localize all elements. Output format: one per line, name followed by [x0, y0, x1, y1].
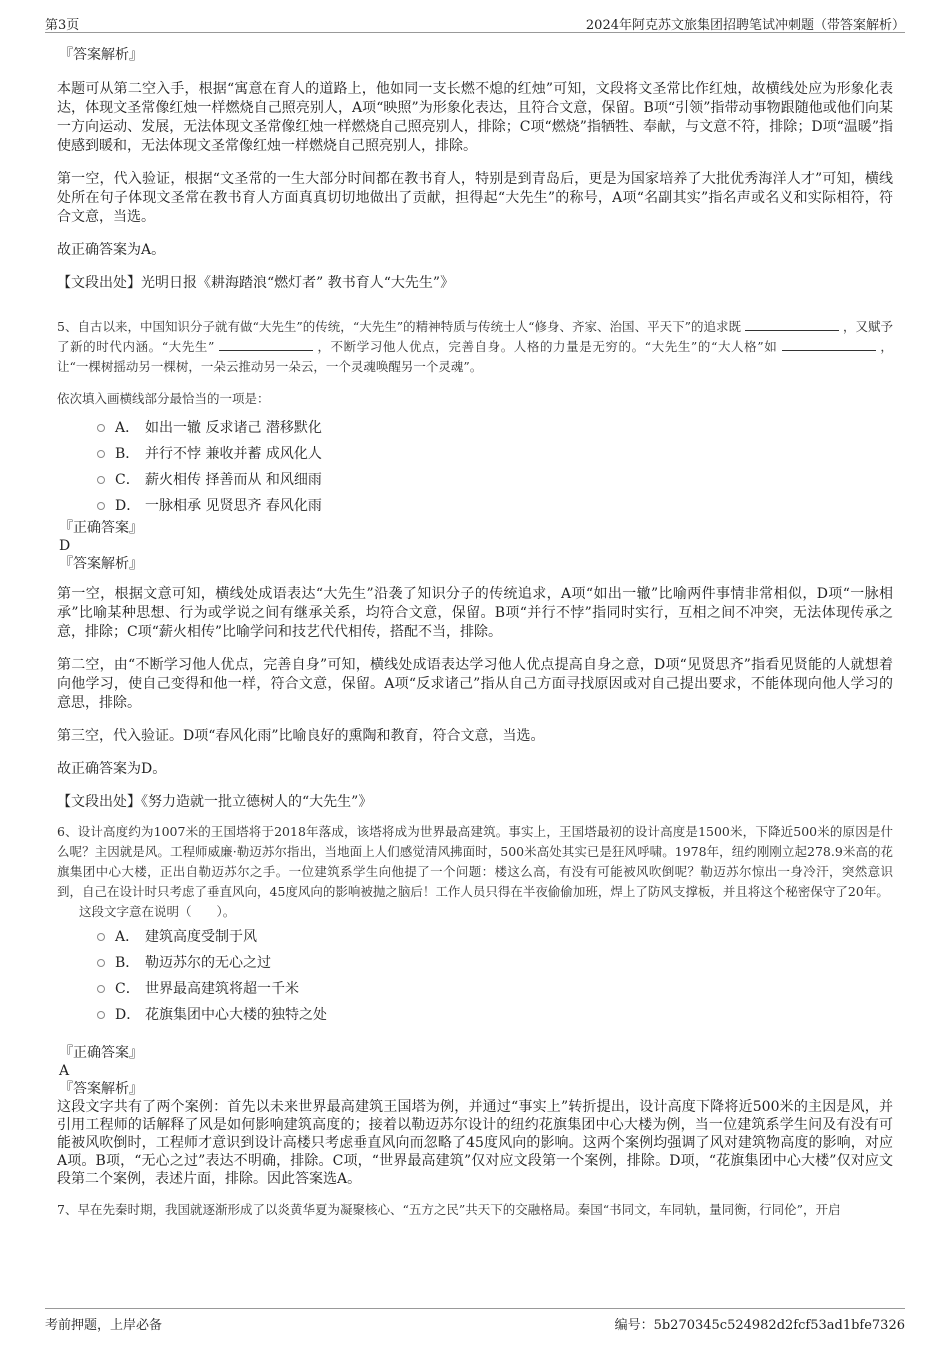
option-d[interactable]: D． 花旗集团中心大楼的独特之处 — [97, 1002, 893, 1028]
option-c[interactable]: C． 薪火相传 择善而从 和风细雨 — [97, 467, 893, 493]
option-a[interactable]: A． 建筑高度受制于风 — [97, 924, 893, 950]
correct-answer: D — [59, 538, 71, 554]
analysis-paragraph: 第三空，代入验证。D项“春风化雨”比喻良好的熏陶和教育，符合文意，当选。 — [57, 728, 545, 744]
option-a[interactable]: A． 如出一辙 反求诸己 潜移默化 — [97, 415, 893, 441]
page-number: 第3页 — [45, 18, 80, 33]
correct-answer-label: 『正确答案』 — [59, 520, 143, 536]
option-list — [97, 924, 893, 1028]
analysis-paragraph: 这段文字共有了两个案例：首先以未来世界最高建筑王国塔为例，并通过“事实上”转折提出，设计高度下降将近500米的主因是风，并引用工程师的话解释了风是如何影响建筑高度的；接着以勒迈苏尔设计的纽约花旗集团中心大楼为例，当一位建筑系学生问及有没有可能被风吹倒时，工程师才意识到设计高楼只考虑垂直风向而忽略了45度风向的影响。这两个案例均强调了风对建筑物高度的影响，对应A项。B项，“无心之过”表达不明确，排除。C项，“世界最高建筑”仅对应文段第一个案例，排除。D项，“花旗集团中心大楼”仅对应文段第二个案例，表述片面，排除。因此答案选A。 — [57, 1099, 893, 1187]
source-citation: 【文段出处】《努力造就一批立德树人的“大先生”》 — [57, 794, 373, 810]
option-b[interactable]: B． 并行不悖 兼收并蓄 成风化人 — [97, 441, 893, 467]
option-b[interactable]: B． 勒迈苏尔的无心之过 — [97, 950, 893, 976]
radio-icon[interactable] — [97, 1011, 105, 1019]
page-header — [45, 10, 905, 33]
answer-analysis-label: 『答案解析』 — [59, 47, 143, 63]
radio-icon[interactable] — [97, 476, 105, 484]
document-title: 2024年阿克苏文旅集团招聘笔试冲刺题（带答案解析） — [585, 18, 905, 33]
answer-analysis-label: 『答案解析』 — [59, 1081, 143, 1097]
radio-icon[interactable] — [97, 959, 105, 967]
analysis-paragraph: 第一空，代入验证，根据“文圣常的一生大部分时间都在教书育人，特别是到青岛后，更是为国家培养了大批优秀海洋人才”可知，横线处所在句子体现文圣常在教书育人方面真真切切地做出了贡献，担得起“大先生”的称号，A项“名副其实”指名声或名义和实际相符，符合文意，当选。 — [57, 171, 893, 225]
question-text-segment: ，让“一棵树摇动另一棵树，一朵云推动另一朵云，一个灵魂唤醒另一个灵魂”。 — [57, 339, 893, 374]
fill-blank — [745, 318, 839, 331]
analysis-conclusion: 故正确答案为A。 — [57, 242, 166, 258]
radio-icon[interactable] — [97, 933, 105, 941]
radio-icon[interactable] — [97, 502, 105, 510]
page-footer — [45, 1308, 905, 1333]
question-text-segment: ，又赋予了新的时代内涵。“大先生” — [57, 319, 893, 354]
question-7-text: 7、早在先秦时期，我国就逐渐形成了以炎黄华夏为凝聚核心、“五方之民”共天下的交融格局。秦国“书同文，车同轨，量同衡，行同伦”，开启 — [57, 1202, 841, 1217]
question-prompt: 这段文字意在说明（ ）。 — [79, 904, 236, 919]
analysis-paragraph: 本题可从第二空入手，根据“寓意在育人的道路上，他如同一支长燃不熄的红烛”可知，文段将文圣常比作红烛，故横线处应为形象化表达，体现文圣常像红烛一样燃烧自己照亮别人，A项“映照”为形象化表达，且符合文意，保留。B项“引领”指带动事物跟随他或他们向某一方向运动、发展，无法体现文圣常像红烛一样燃烧自己照亮别人，排除；C项“燃烧”指牺牲、奉献，与文意不符，排除；D项“温暖”指使感到暖和，无法体现文圣常像红烛一样燃烧自己照亮别人，排除。 — [57, 81, 893, 154]
question-text-segment: 5、自古以来，中国知识分子就有做“大先生”的传统，“大先生”的精神特质与传统士人“修身、齐家、治国、平天下”的追求既 — [57, 319, 741, 334]
answer-analysis-label: 『答案解析』 — [59, 556, 143, 572]
option-list — [97, 415, 893, 519]
analysis-paragraph: 第二空，由“不断学习他人优点，完善自身”可知，横线处成语表达学习他人优点提高自身之意，D项“见贤思齐”指看见贤能的人就想着向他学习，使自己变得和他一样，符合文意，保留。A项“反求诸己”指从自己方面寻找原因或对自己提出要求，不能体现向他人学习的意思，排除。 — [57, 657, 893, 711]
correct-answer: A — [59, 1063, 70, 1079]
correct-answer-label: 『正确答案』 — [59, 1045, 143, 1061]
analysis-conclusion: 故正确答案为D。 — [57, 761, 167, 777]
option-d[interactable]: D． 一脉相承 见贤思齐 春风化雨 — [97, 493, 893, 519]
fill-blank — [219, 338, 313, 351]
question-text-segment: ，不断学习他人优点，完善自身。人格的力量是无穷的。“大先生”的“大人格”如 — [317, 339, 778, 354]
radio-icon[interactable] — [97, 424, 105, 432]
footer-slogan: 考前押题，上岸必备 — [45, 1318, 163, 1333]
document-serial: 编号：5b270345c524982d2fcf53ad1bfe7326 — [614, 1318, 905, 1333]
source-citation: 【文段出处】光明日报《耕海踏浪“燃灯者” 教书育人“大先生”》 — [57, 275, 455, 291]
question-prompt: 依次填入画横线部分最恰当的一项是： — [57, 391, 270, 406]
fill-blank — [782, 338, 876, 351]
question-5-text — [57, 317, 893, 377]
question-6-text: 6、设计高度约为1007米的王国塔将于2018年落成，该塔将成为世界最高建筑。事实上，王国塔最初的设计高度是1500米，下降近500米的原因是什么呢？主因就是风。工程师威廉·勒迈苏尔指出，当地面上人们感觉清风拂面时，500米高处其实已是狂风呼啸。1978年，纽约刚刚立起278.9米高的花旗集团中心大楼，正出自勒迈苏尔之手。一位建筑系学生向他提了一个问题：楼这么高，有没有可能被风吹倒呢？勒迈苏尔惊出一身冷汗，突然意识到，自己在设计时只考虑了垂直风向，45度风向的影响被抛之脑后！工作人员只得在半夜偷偷加班，焊上了防风支撑板，并且将这个秘密保守了20年。 — [57, 824, 893, 899]
radio-icon[interactable] — [97, 450, 105, 458]
option-c[interactable]: C． 世界最高建筑将超一千米 — [97, 976, 893, 1002]
analysis-paragraph: 第一空，根据文意可知，横线处成语表达“大先生”沿袭了知识分子的传统追求，A项“如出一辙”比喻两件事情非常相似，D项“一脉相承”比喻某种思想、行为或学说之间有继承关系，均符合文意，保留。B项“并行不悖”指同时实行，互相之间不冲突，无法体现传承之意，排除；C项“薪火相传”比喻学问和技艺代代相传，搭配不当，排除。 — [57, 586, 893, 640]
radio-icon[interactable] — [97, 985, 105, 993]
page-content — [57, 46, 893, 1220]
